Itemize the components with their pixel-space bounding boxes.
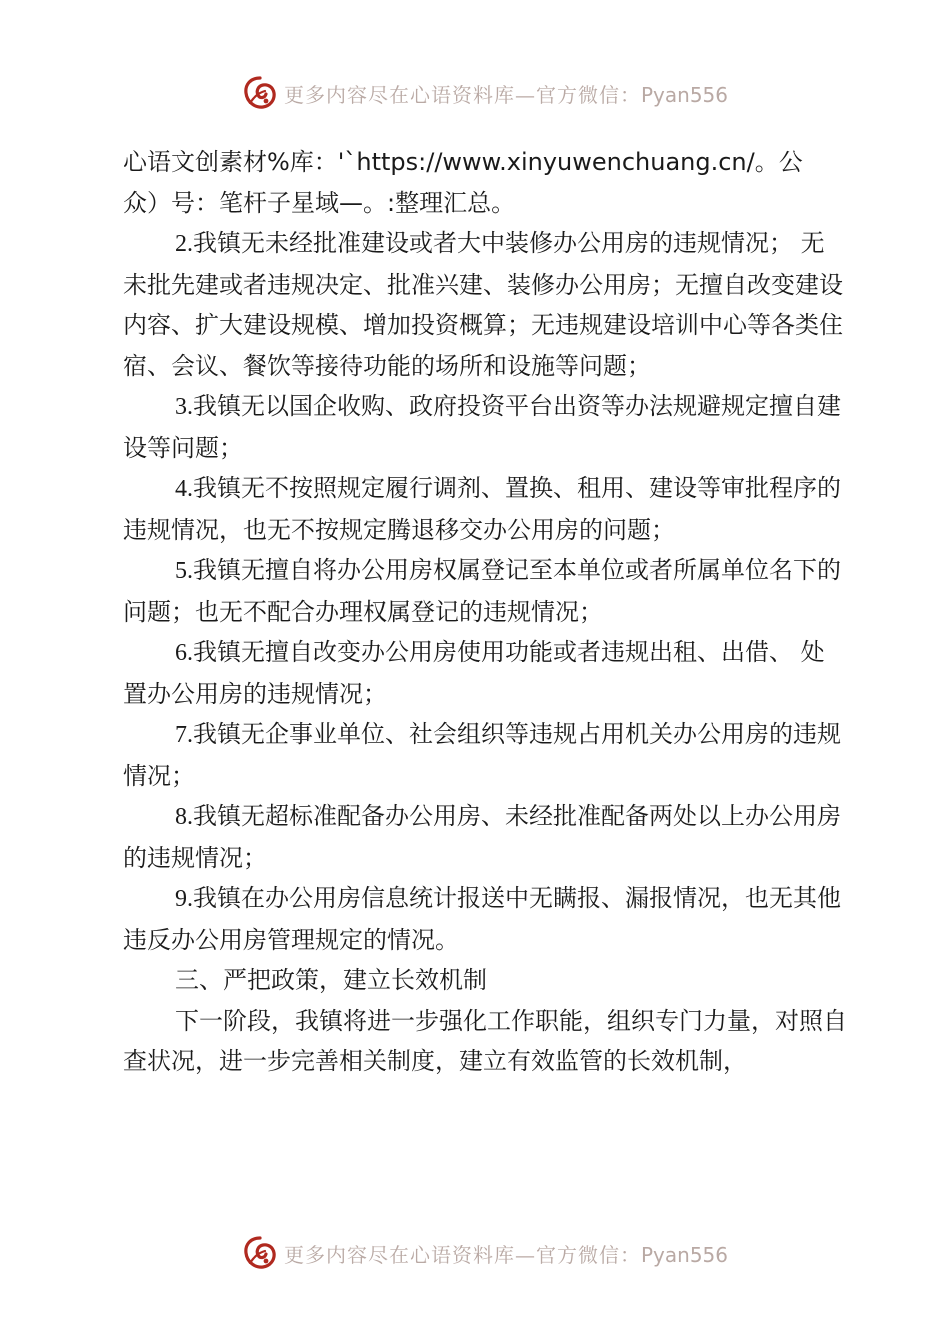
item-number: 6. (175, 640, 193, 666)
item-text: 我镇无擅自将办公用房权属登记至本单位或者所属单位名下的问题；也无不配合办理权属登记的违规情况； (123, 556, 841, 626)
item-text: 我镇无以国企收购、政府投资平台出资等办法规避规定擅自建设等问题； (123, 392, 841, 462)
list-item (123, 550, 847, 632)
list-item (123, 796, 847, 878)
wechat-id: Pyan556 (641, 1242, 729, 1267)
banner-title: 更多内容尽在心语资料库—官方微信： (284, 82, 641, 107)
item-number: 5. (175, 558, 193, 584)
banner-text (284, 1239, 728, 1268)
brush-swirl-logo-icon (242, 75, 278, 111)
section-heading: 三、严把政策，建立长效机制 (175, 966, 487, 994)
footer-banner (0, 1233, 950, 1273)
source-line-1: 心语文创素材%库：'`https://www.xinyuwenchuang.cn/。公 (123, 148, 803, 176)
item-text: 我镇无未经批准建设或者大中装修办公用房的违规情况； 无未批先建或者违规决定、批准兴建、装修办公用房；无擅自改变建设内容、扩大建设规模、增加投资概算；无违规建设培训中心等各类住宿、会议、餐饮等接待功能的场所和设施等问题； (123, 229, 843, 380)
item-number: 2. (175, 231, 193, 257)
item-number: 8. (175, 804, 193, 830)
item-number: 7. (175, 722, 193, 748)
item-text: 我镇无擅自改变办公用房使用功能或者违规出租、出借、 处置办公用房的违规情况； (123, 638, 825, 708)
list-item (123, 223, 847, 386)
item-text: 我镇无超标准配备办公用房、未经批准配备两处以上办公用房的违规情况； (123, 802, 841, 872)
item-text: 我镇无企事业单位、社会组织等违规占用机关办公用房的违规情况； (123, 720, 841, 790)
item-number: 9. (175, 886, 193, 912)
brush-swirl-logo-icon (242, 1235, 278, 1271)
item-text: 我镇无不按照规定履行调剂、置换、租用、建设等审批程序的违规情况，也无不按规定腾退移交办公用房的问题； (123, 474, 841, 544)
list-item (123, 386, 847, 468)
item-number: 4. (175, 476, 193, 502)
source-line-2: 众）号：笔杆子星域—。:整理汇总。 (123, 188, 516, 217)
list-item (123, 632, 847, 714)
item-number: 3. (175, 394, 193, 420)
closing-paragraph: 下一阶段，我镇将进一步强化工作职能，组织专门力量，对照自查状况，进一步完善相关制度，建立有效监管的长效机制， (123, 1006, 847, 1075)
list-item (123, 878, 847, 960)
banner-text (284, 79, 728, 108)
list-item (123, 468, 847, 550)
header-banner (0, 73, 950, 113)
banner-title: 更多内容尽在心语资料库—官方微信： (284, 1242, 641, 1267)
list-item (123, 714, 847, 796)
document-body (123, 142, 847, 1082)
wechat-id: Pyan556 (641, 82, 729, 107)
item-text: 我镇在办公用房信息统计报送中无瞒报、漏报情况，也无其他违反办公用房管理规定的情况。 (123, 884, 841, 954)
